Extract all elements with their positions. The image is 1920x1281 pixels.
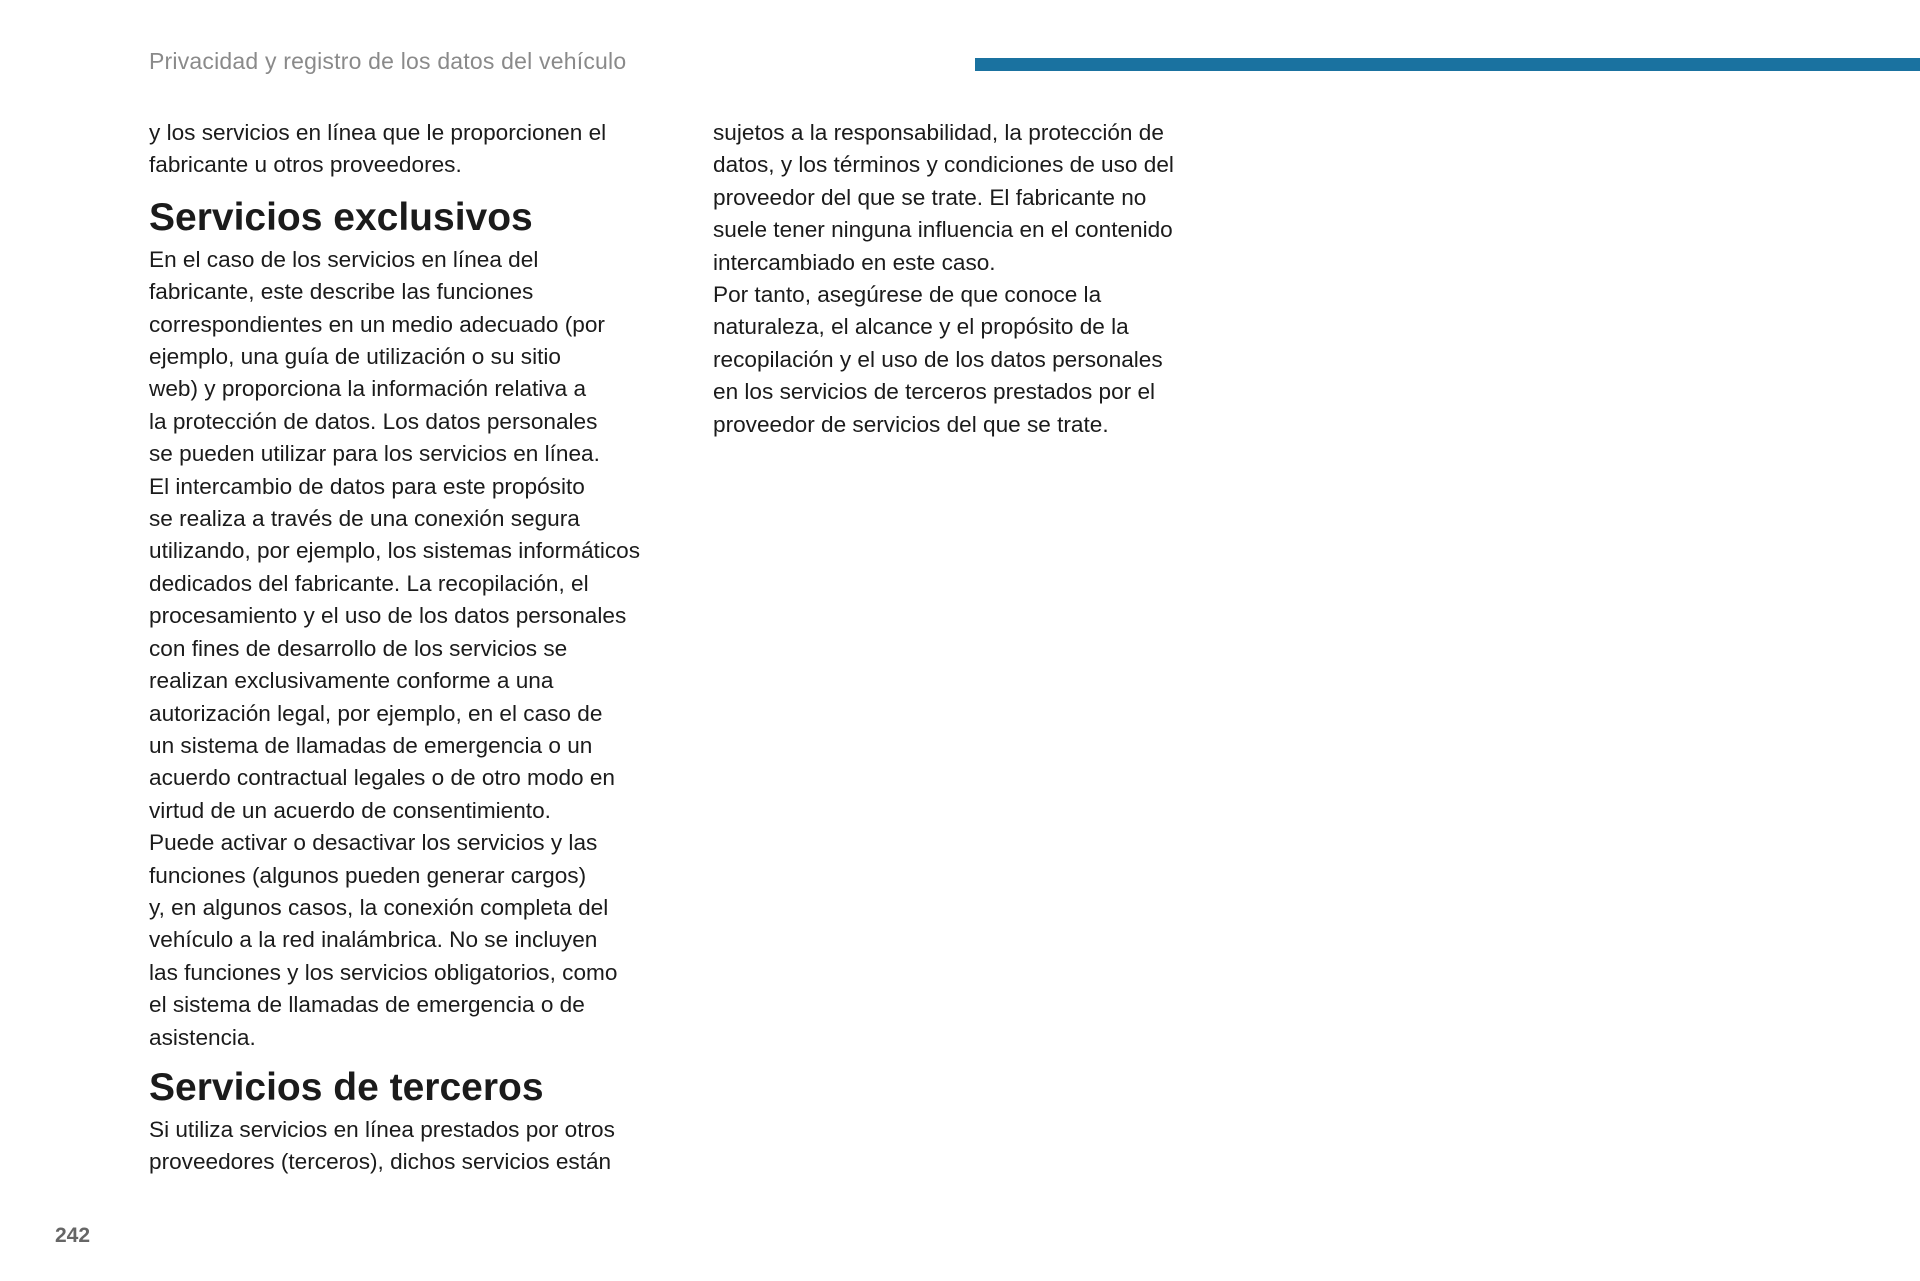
- heading-third-party-services: Servicios de terceros: [149, 1065, 544, 1109]
- exclusive-services-paragraph-1: En el caso de los servicios en línea del fabricante, este describe las funciones correspondientes en un medio adecuado (por ejemplo, una guía de utilización o su sitio web) y proporciona la información relativa a la protección de datos. Los datos personales se pueden utilizar para los servicios en línea. El intercambio de datos para este propósito se realiza a través de una conexión segura utilizando, por ejemplo, los sistemas informáticos dedicados del fabricante. La recopilación, el procesamiento y el uso de los datos personales con fines de desarrollo de los servicios se realizan exclusivamente conforme a una autorización legal, por ejemplo, en el caso de un sistema de llamadas de emergencia o un acuerdo contractual legales o de otro modo en virtud de un acuerdo de consentimiento.: [149, 246, 640, 823]
- right-column: [713, 117, 1258, 441]
- third-party-services-paragraph: Si utiliza servicios en línea prestados por otros proveedores (terceros), dichos servicios están: [149, 1116, 615, 1175]
- left-column: [149, 117, 694, 1179]
- header-accent-bar: [975, 58, 1920, 71]
- exclusive-services-paragraph-2: Puede activar o desactivar los servicios y las funciones (algunos pueden generar cargos) y, en algunos casos, la conexión completa del vehículo a la red inalámbrica. No se incluyen las funciones y los servicios obligatorios, como el sistema de llamadas de emergencia o de asistencia.: [149, 830, 618, 1050]
- third-party-continued-paragraph: sujetos a la responsabilidad, la protección de datos, y los términos y condiciones de uso del proveedor del que se trate. El fabricante no suele tener ninguna influencia en el contenido intercambiado en este caso.: [713, 120, 1174, 275]
- page-number: 242: [55, 1224, 91, 1247]
- heading-exclusive-services: Servicios exclusivos: [149, 195, 533, 239]
- running-header-title: Privacidad y registro de los datos del vehículo: [149, 48, 627, 74]
- intro-paragraph: y los servicios en línea que le proporcionen el fabricante u otros proveedores.: [149, 120, 607, 178]
- third-party-advice-paragraph: Por tanto, asegúrese de que conoce la naturaleza, el alcance y el propósito de la recopilación y el uso de los datos personales en los servicios de terceros prestados por el proveedor de servicios del que se trate.: [713, 282, 1163, 437]
